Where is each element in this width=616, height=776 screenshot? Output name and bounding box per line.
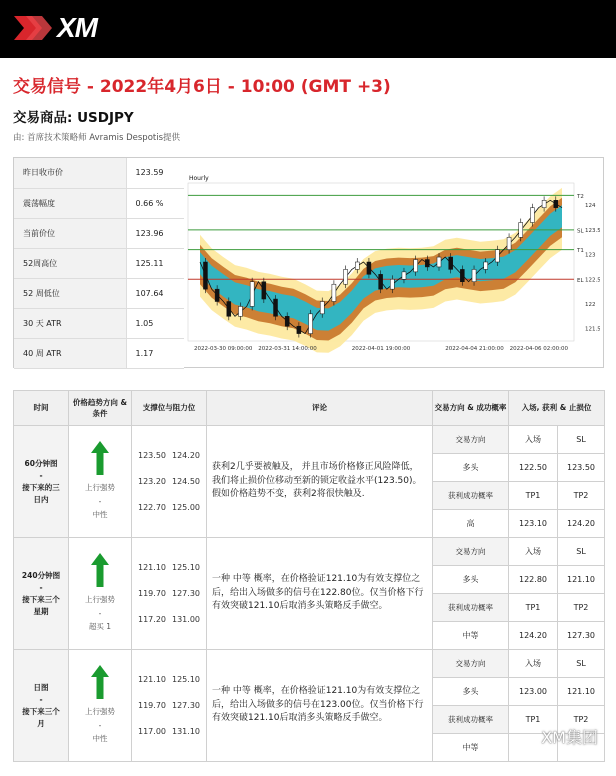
level-label-el: EL [577,277,584,284]
support-value: 119.70 [138,589,166,598]
timeframe-cell [14,538,69,650]
trend-line: 上行强势 [85,483,115,493]
candle [390,279,394,289]
support-value: 122.70 [138,503,166,512]
top-banner [0,0,616,58]
header-comment: 评论 [207,391,433,426]
candle [379,274,383,289]
page-title: 交易信号 - 2022年4月6日 - 10:00 (GMT +3) [13,77,391,97]
direction-prob-cell: 获利成功概率 [433,594,509,622]
candle [437,257,441,267]
time-line: 星期 [33,606,49,616]
sr-pair [138,719,200,745]
y-tick-label: 121.5 [585,326,600,333]
candle [367,262,371,274]
trend-cell [69,650,132,762]
up-arrow-icon [91,665,109,699]
hourly-chart [186,171,600,363]
level-label-t1: T1 [577,248,584,255]
signal-row [14,538,605,566]
candle [449,257,453,269]
support-resistance-cell [132,426,207,538]
stats-table [14,158,184,369]
header-direction: 交易方向 & 成功概率 [433,391,509,426]
time-line: 60分钟图 [24,458,58,468]
candle [554,200,558,207]
support-value: 123.50 [138,451,166,460]
time-line: 240分钟图 [21,570,61,580]
resistance-value: 124.20 [172,451,200,460]
direction-prob-cell: 中等 [433,622,509,650]
sr-pair [138,469,200,495]
direction-prob-cell: 交易方向 [433,538,509,566]
signals-header-row [14,391,605,426]
sl-tp2-cell: 121.10 [558,678,605,706]
sr-pair [138,555,200,581]
entry-tp1-cell: 入场 [509,426,558,454]
xm-logo[interactable] [12,10,112,46]
stats-row [14,158,184,188]
up-arrow-icon [91,553,109,587]
header-trend: 价格趋势方向 & 条件 [69,391,132,426]
time-line: - [39,470,43,480]
direction-prob-cell: 高 [433,510,509,538]
entry-tp1-cell: 123.00 [509,678,558,706]
y-tick-label: 123.5 [585,227,600,234]
support-value: 121.10 [138,675,166,684]
sl-tp2-cell: 124.20 [558,510,605,538]
candle [472,269,476,281]
candle [484,262,488,269]
up-arrow-icon [91,441,109,475]
y-tick-label: 122 [585,301,596,308]
author-credit: 由: 首席技术策略师 Avramis Despotis提供 [13,133,181,143]
candle [203,262,207,289]
y-tick-label: 122.5 [585,277,600,284]
trend-line: - [98,496,102,506]
support-value: 121.10 [138,563,166,572]
stats-row [14,188,184,218]
direction-prob-cell: 中等 [433,734,509,762]
stat-value: 107.64 [126,278,184,308]
stats-row [14,308,184,338]
support-value: 117.20 [138,615,166,624]
signals-table [13,390,605,762]
trend-cell [69,538,132,650]
candle [227,302,231,317]
candle [344,269,348,284]
time-line: - [39,694,43,704]
chart-title: Hourly [189,175,209,182]
candle [309,314,313,334]
candle [460,269,464,281]
resistance-value: 125.00 [172,503,200,512]
candle [320,302,324,314]
signal-row [14,650,605,678]
candle [402,272,406,279]
candle [495,250,499,262]
timeframe-cell [14,426,69,538]
time-line: - [39,582,43,592]
stat-value: 125.11 [126,248,184,278]
instrument-title: 交易商品: USDJPY [13,110,134,126]
stats-row [14,248,184,278]
watermark: XM集团 [541,728,598,747]
xm-logo-mark-icon [12,10,56,46]
sr-pair [138,607,200,633]
direction-prob-cell: 交易方向 [433,426,509,454]
direction-prob-cell: 多头 [433,678,509,706]
trend-line: 超买 1 [88,622,112,632]
level-label-sl: SL [577,228,584,235]
entry-tp1-cell: 122.50 [509,454,558,482]
resistance-value: 131.00 [172,615,200,624]
sl-tp2-cell: TP2 [558,482,605,510]
comment-cell: 一种 中等 概率，在价格验证121.10为有效支撑位之后，给出入场做多的信号在123.00位。仅当价格下行有效突破121.10后取消多头策略反手做空。 [207,650,433,762]
sl-tp2-cell: SL [558,650,605,678]
header-levels: 入场, 获利 & 止损位 [509,391,605,426]
stats-row [14,278,184,308]
entry-tp1-cell: 122.80 [509,566,558,594]
sl-tp2-cell: TP2 [558,594,605,622]
y-tick-label: 123 [585,252,596,259]
entry-tp1-cell: 入场 [509,650,558,678]
support-resistance-cell [132,650,207,762]
stat-label: 40 周 ATR [14,338,126,368]
comment-cell: 一种 中等 概率，在价格验证121.10为有效支撑位之后，给出入场做多的信号在122.80位。仅当价格下行有效突破121.10后取消多头策略反手做空。 [207,538,433,650]
trend-line: 中性 [92,734,108,744]
stat-value: 1.17 [126,338,184,368]
trend-cell [69,426,132,538]
resistance-value: 124.50 [172,477,200,486]
direction-prob-cell: 多头 [433,566,509,594]
candle [215,289,219,301]
candle [250,282,254,307]
candle [274,299,278,316]
stats-row [14,218,184,248]
x-tick-label: 2022-03-30 09:00:00 [194,346,253,352]
time-line: 日图 [33,682,49,692]
candle [285,316,289,326]
trend-line: 中性 [92,510,108,520]
sr-pair [138,443,200,469]
time-line: 日内 [33,494,49,504]
entry-tp1-cell: 123.10 [509,510,558,538]
stat-label: 当前价位 [14,218,126,248]
level-label-t2: T2 [577,193,584,200]
sl-tp2-cell: TP2 [558,706,605,734]
sr-pair [138,581,200,607]
direction-prob-cell: 获利成功概率 [433,706,509,734]
stat-label: 52 周低位 [14,278,126,308]
sl-tp2-cell: 127.30 [558,622,605,650]
candle [262,282,266,299]
direction-prob-cell: 多头 [433,454,509,482]
stats-panel [13,157,604,368]
stat-label: 52周高位 [14,248,126,278]
header-time: 时间 [14,391,69,426]
candle [530,208,534,223]
header-support-resistance: 支撑位与阻力位 [132,391,207,426]
timeframe-cell [14,650,69,762]
trend-line: - [98,720,102,730]
candle [425,260,429,267]
x-tick-label: 2022-04-04 21:00:00 [445,346,504,352]
x-tick-label: 2022-04-06 02:00:00 [509,346,568,352]
sl-tp2-cell: SL [558,426,605,454]
stat-label: 昨日收市价 [14,158,126,188]
candle [238,306,242,316]
x-tick-label: 2022-03-31 14:00:00 [258,346,317,352]
stat-value: 1.05 [126,308,184,338]
resistance-value: 125.10 [172,675,200,684]
comment-cell: 获利2几乎要被触及， 并且市场价格修正风险降低，我们将止损价位移动至新的锁定收益水平(123.50)。假如价格趋势不变，获利2将很快触及. [207,426,433,538]
candle [519,223,523,238]
support-value: 119.70 [138,701,166,710]
logo-text: XM [57,12,97,43]
entry-tp1-cell: TP1 [509,706,558,734]
time-line: 接下来三个 [22,594,60,604]
support-resistance-cell [132,538,207,650]
candle [414,260,418,272]
trend-line: 上行强势 [85,595,115,605]
candle [542,200,546,207]
stat-label: 震荡幅度 [14,188,126,218]
trend-line: - [98,608,102,618]
chart-svg [186,171,600,363]
time-line: 月 [37,718,45,728]
resistance-value: 125.10 [172,563,200,572]
trend-line: 上行强势 [85,707,115,717]
stat-value: 123.96 [126,218,184,248]
sl-tp2-cell: 123.50 [558,454,605,482]
sl-tp2-cell: 121.10 [558,566,605,594]
direction-prob-cell: 交易方向 [433,650,509,678]
signal-row [14,426,605,454]
sr-pair [138,667,200,693]
x-tick-label: 2022-04-01 19:00:00 [351,346,411,352]
candle [507,237,511,249]
resistance-value: 127.30 [172,589,200,598]
resistance-value: 127.30 [172,701,200,710]
stat-label: 30 天 ATR [14,308,126,338]
y-tick-label: 124 [585,203,596,210]
time-line: 接下来的三 [22,482,60,492]
entry-tp1-cell: TP1 [509,482,558,510]
support-value: 123.20 [138,477,166,486]
stat-value: 123.59 [126,158,184,188]
sr-pair [138,495,200,521]
stat-value: 0.66 % [126,188,184,218]
time-line: 接下来三个 [22,706,60,716]
entry-tp1-cell: 124.20 [509,622,558,650]
stats-row [14,338,184,368]
sr-pair [138,693,200,719]
sl-tp2-cell: SL [558,538,605,566]
support-value: 117.00 [138,727,166,736]
entry-tp1-cell: TP1 [509,594,558,622]
entry-tp1-cell: 入场 [509,538,558,566]
resistance-value: 131.10 [172,727,200,736]
candle [332,284,336,301]
candle [355,262,359,269]
candle [297,326,301,333]
direction-prob-cell: 获利成功概率 [433,482,509,510]
